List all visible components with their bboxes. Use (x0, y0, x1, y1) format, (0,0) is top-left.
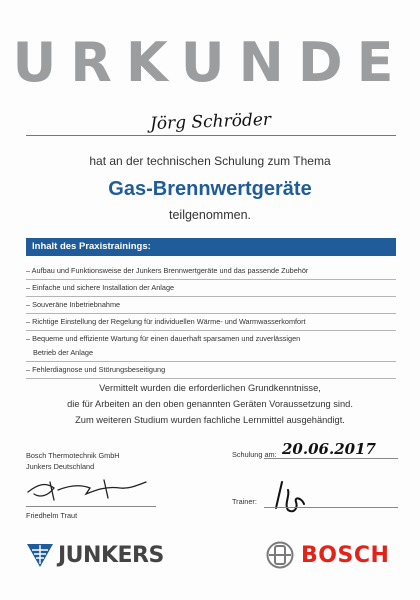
date-underline (264, 458, 398, 459)
closing-line-2: die für Arbeiten an den oben genannten Geräten Voraussetzung sind. (67, 399, 353, 409)
bosch-wordmark: BOSCH (301, 542, 390, 568)
signature-line-left (26, 506, 156, 507)
company-name: Bosch Thermotechnik GmbH (26, 451, 120, 460)
certificate-title: URKUNDE (12, 31, 408, 94)
date-value: 20.06.2017 (282, 440, 376, 458)
training-heading: Inhalt des Praxistrainings: (26, 238, 396, 256)
date-label: Schulung am: (232, 450, 277, 459)
trainer-underline (264, 507, 398, 508)
training-item: – Richtige Einstellung der Regelung für individuellen Wärme- und Warmwasserkomfort (26, 314, 396, 331)
trainer-label: Trainer: (232, 497, 257, 506)
signer-name: Friedhelm Traut (26, 511, 78, 520)
closing-text (0, 380, 420, 428)
training-item: – Fehlerdiagnose und Störungsbeseitigung (26, 362, 396, 379)
training-item-text: – Bequeme und effiziente Wartung für einen dauerhaft sparsamen und zuverlässigen (26, 334, 301, 343)
intro-text: hat an der technischen Schulung zum Thema (89, 154, 331, 168)
name-underline (26, 135, 396, 136)
company-block (26, 450, 120, 472)
trainer-signature-icon (268, 478, 328, 518)
training-item: – Einfache und sichere Installation der Anlage (26, 280, 396, 297)
junkers-emblem-icon (26, 542, 54, 568)
training-item-multiline (26, 331, 396, 345)
training-item: – Souveräne Inbetriebnahme (26, 297, 396, 314)
company-division: Junkers Deutschland (26, 462, 95, 471)
training-item-continuation (26, 345, 396, 362)
closing-line-3: Zum weiteren Studium wurden fachliche Lernmittel ausgehändigt. (75, 415, 345, 425)
participant-name: Jörg Schröder (149, 109, 272, 135)
training-list (26, 263, 396, 379)
training-item: – Aufbau und Funktionsweise der Junkers Brennwertgeräte und das passende Zubehör (26, 263, 396, 280)
bosch-logo (266, 541, 389, 569)
signature-left-icon (24, 474, 154, 506)
bosch-armature-icon (266, 541, 294, 569)
completion-text: teilgenommen. (169, 208, 251, 222)
closing-line-1: Vermittelt wurden die erforderlichen Grundkenntnisse, (99, 383, 321, 393)
junkers-wordmark: JUNKERS (58, 542, 164, 568)
topic-title: Gas-Brennwertgeräte (108, 178, 312, 200)
training-item-text: Betrieb der Anlage (33, 348, 94, 357)
junkers-logo (26, 542, 164, 568)
